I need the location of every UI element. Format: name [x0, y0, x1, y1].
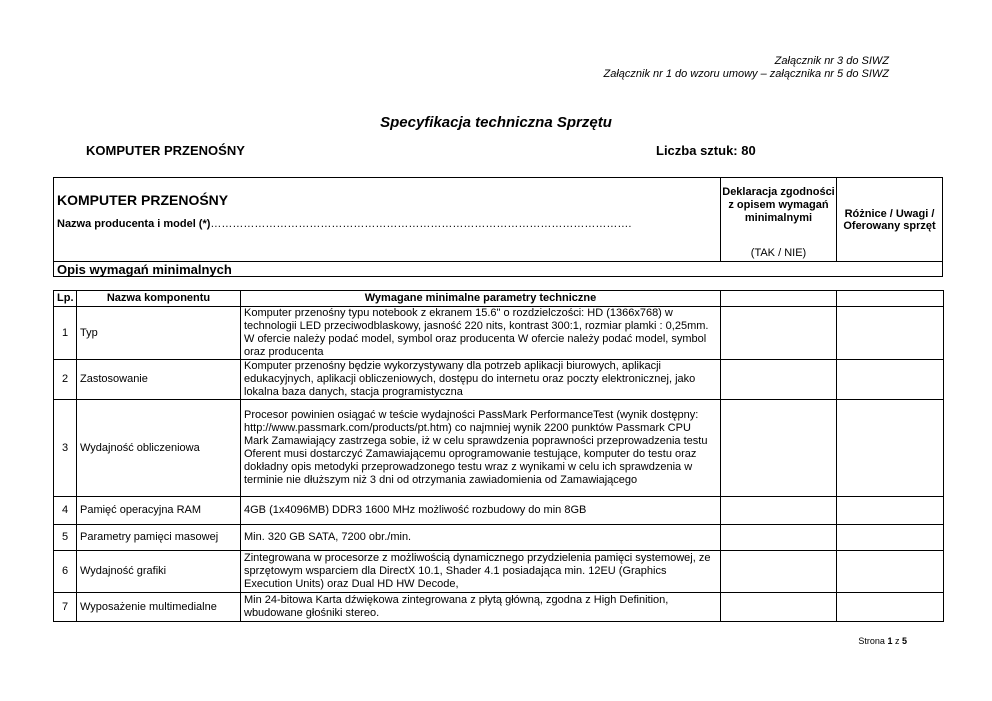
notes-heading: Różnice / Uwagi / Oferowany sprzęt	[843, 207, 936, 232]
notes-input-cell[interactable]	[837, 593, 944, 622]
row-component: Zastosowanie	[77, 360, 241, 400]
row-component: Typ	[77, 307, 241, 360]
table-header-row	[54, 291, 944, 307]
declaration-heading: Deklaracja zgodności z opisem wymagań minimalnymi	[722, 186, 835, 224]
maker-model-field[interactable]: …………………………………………………………………………………………………….	[210, 218, 632, 230]
row-number: 1	[54, 307, 77, 360]
row-component: Pamięć operacyjna RAM	[77, 497, 241, 525]
notes-input-cell[interactable]	[837, 307, 944, 360]
row-component: Wydajność grafiki	[77, 551, 241, 593]
maker-model-label: Nazwa producenta i model (*)	[57, 218, 211, 230]
declaration-input-cell[interactable]	[721, 525, 837, 551]
row-spec: Komputer przenośny typu notebook z ekranem 15.6" o rozdzielczości: HD (1366x768) w technologii LED przeciwodblaskowy, jasność 220 nits, kontrast 300:1, rozmiar plamki : 0,25mm. W ofercie należy podać model, symbol oraz producenta W ofercie należy podać model, symbol oraz producenta	[241, 307, 721, 360]
quantity-value: 80	[741, 143, 756, 158]
notes-input-cell[interactable]	[837, 497, 944, 525]
row-number: 7	[54, 593, 77, 622]
product-info-cell	[54, 178, 721, 261]
annex-line-2: Załącznik nr 1 do wzoru umowy – załącznika nr 5 do SIWZ	[603, 68, 889, 80]
header-declaration-cell	[721, 291, 837, 307]
row-number: 5	[54, 525, 77, 551]
declaration-input-cell[interactable]	[721, 497, 837, 525]
declaration-input-cell[interactable]	[721, 307, 837, 360]
maker-model-line	[57, 218, 631, 230]
box-title: KOMPUTER PRZENOŚNY	[57, 192, 229, 208]
header-parameters: Wymagane minimalne parametry techniczne	[241, 291, 721, 307]
declaration-input-cell[interactable]	[721, 360, 837, 400]
declaration-input-cell[interactable]	[721, 551, 837, 593]
declaration-options: (TAK / NIE)	[750, 247, 807, 259]
declaration-cell	[721, 178, 837, 261]
declaration-input-cell[interactable]	[721, 593, 837, 622]
document-title: Specyfikacja techniczna Sprzętu	[380, 114, 612, 131]
row-component: Wyposażenie multimedialne	[77, 593, 241, 622]
quantity-line	[656, 143, 756, 158]
row-spec: Zintegrowana w procesorze z możliwością dynamicznego przydzielenia pamięci systemowej, ze sprzętowym wsparciem dla DirectX 10.1, Shader 4.1 posiadająca min. 12EU (Graphics Execution Units) oraz Dual HD HW Decode,	[241, 551, 721, 593]
of-word: z	[894, 636, 900, 646]
row-spec: Min 24-bitowa Karta dźwiękowa zintegrowana z płytą główną, zgodna z High Definition, wbudowane głośniki stereo.	[241, 593, 721, 622]
row-spec: 4GB (1x4096MB) DDR3 1600 MHz możliwość rozbudowy do min 8GB	[241, 497, 721, 525]
table-row	[54, 360, 944, 400]
row-component: Parametry pamięci masowej	[77, 525, 241, 551]
notes-input-cell[interactable]	[837, 551, 944, 593]
page-word: Strona	[858, 636, 885, 646]
row-spec: Procesor powinien osiągać w teście wydajności PassMark PerformanceTest (wynik dostępny: http://www.passmark.com/products/pt.htm) co najmniej wynik 2200 punktów Passmark CPU Mark Zamawiający zastrzega sobie, iż w celu sprawdzenia poprawności przeprowadzenia testu Oferent musi dostarczyć Zamawiającemu oprogramowanie testujące, komputer do testu oraz dokładny opis metodyki przeprowadzonego testu wraz z wynikami w celu ich sprawdzenia w terminie nie dłuższym niż 3 dni od otrzymania zawiadomienia od Zamawiającego	[241, 400, 721, 497]
row-number: 4	[54, 497, 77, 525]
table-row	[54, 497, 944, 525]
row-spec: Komputer przenośny będzie wykorzystywany dla potrzeb aplikacji biurowych, aplikacji edukacyjnych, aplikacji obliczeniowych, dostępu do internetu oraz poczty elektronicznej, jako lokalna baza danych, stacja programistyczna	[241, 360, 721, 400]
page-number	[858, 636, 907, 646]
notes-input-cell[interactable]	[837, 400, 944, 497]
header-notes-cell	[837, 291, 944, 307]
notes-input-cell[interactable]	[837, 525, 944, 551]
row-spec: Min. 320 GB SATA, 7200 obr./min.	[241, 525, 721, 551]
header-component: Nazwa komponentu	[77, 291, 241, 307]
table-row	[54, 551, 944, 593]
section-heading: Opis wymagań minimalnych	[54, 261, 942, 277]
declaration-input-cell[interactable]	[721, 400, 837, 497]
table-row	[54, 593, 944, 622]
table-row	[54, 525, 944, 551]
notes-input-cell[interactable]	[837, 360, 944, 400]
annex-line-1: Załącznik nr 3 do SIWZ	[774, 55, 889, 67]
total-pages: 5	[901, 636, 907, 646]
quantity-label: Liczba sztuk:	[656, 143, 738, 158]
requirements-table	[53, 290, 944, 622]
product-name: KOMPUTER PRZENOŚNY	[86, 143, 245, 158]
row-number: 2	[54, 360, 77, 400]
product-header-box	[53, 177, 943, 277]
header-lp: Lp.	[54, 291, 77, 307]
table-row	[54, 307, 944, 360]
current-page: 1	[887, 636, 893, 646]
row-number: 3	[54, 400, 77, 497]
table-row	[54, 400, 944, 497]
row-number: 6	[54, 551, 77, 593]
row-component: Wydajność obliczeniowa	[77, 400, 241, 497]
